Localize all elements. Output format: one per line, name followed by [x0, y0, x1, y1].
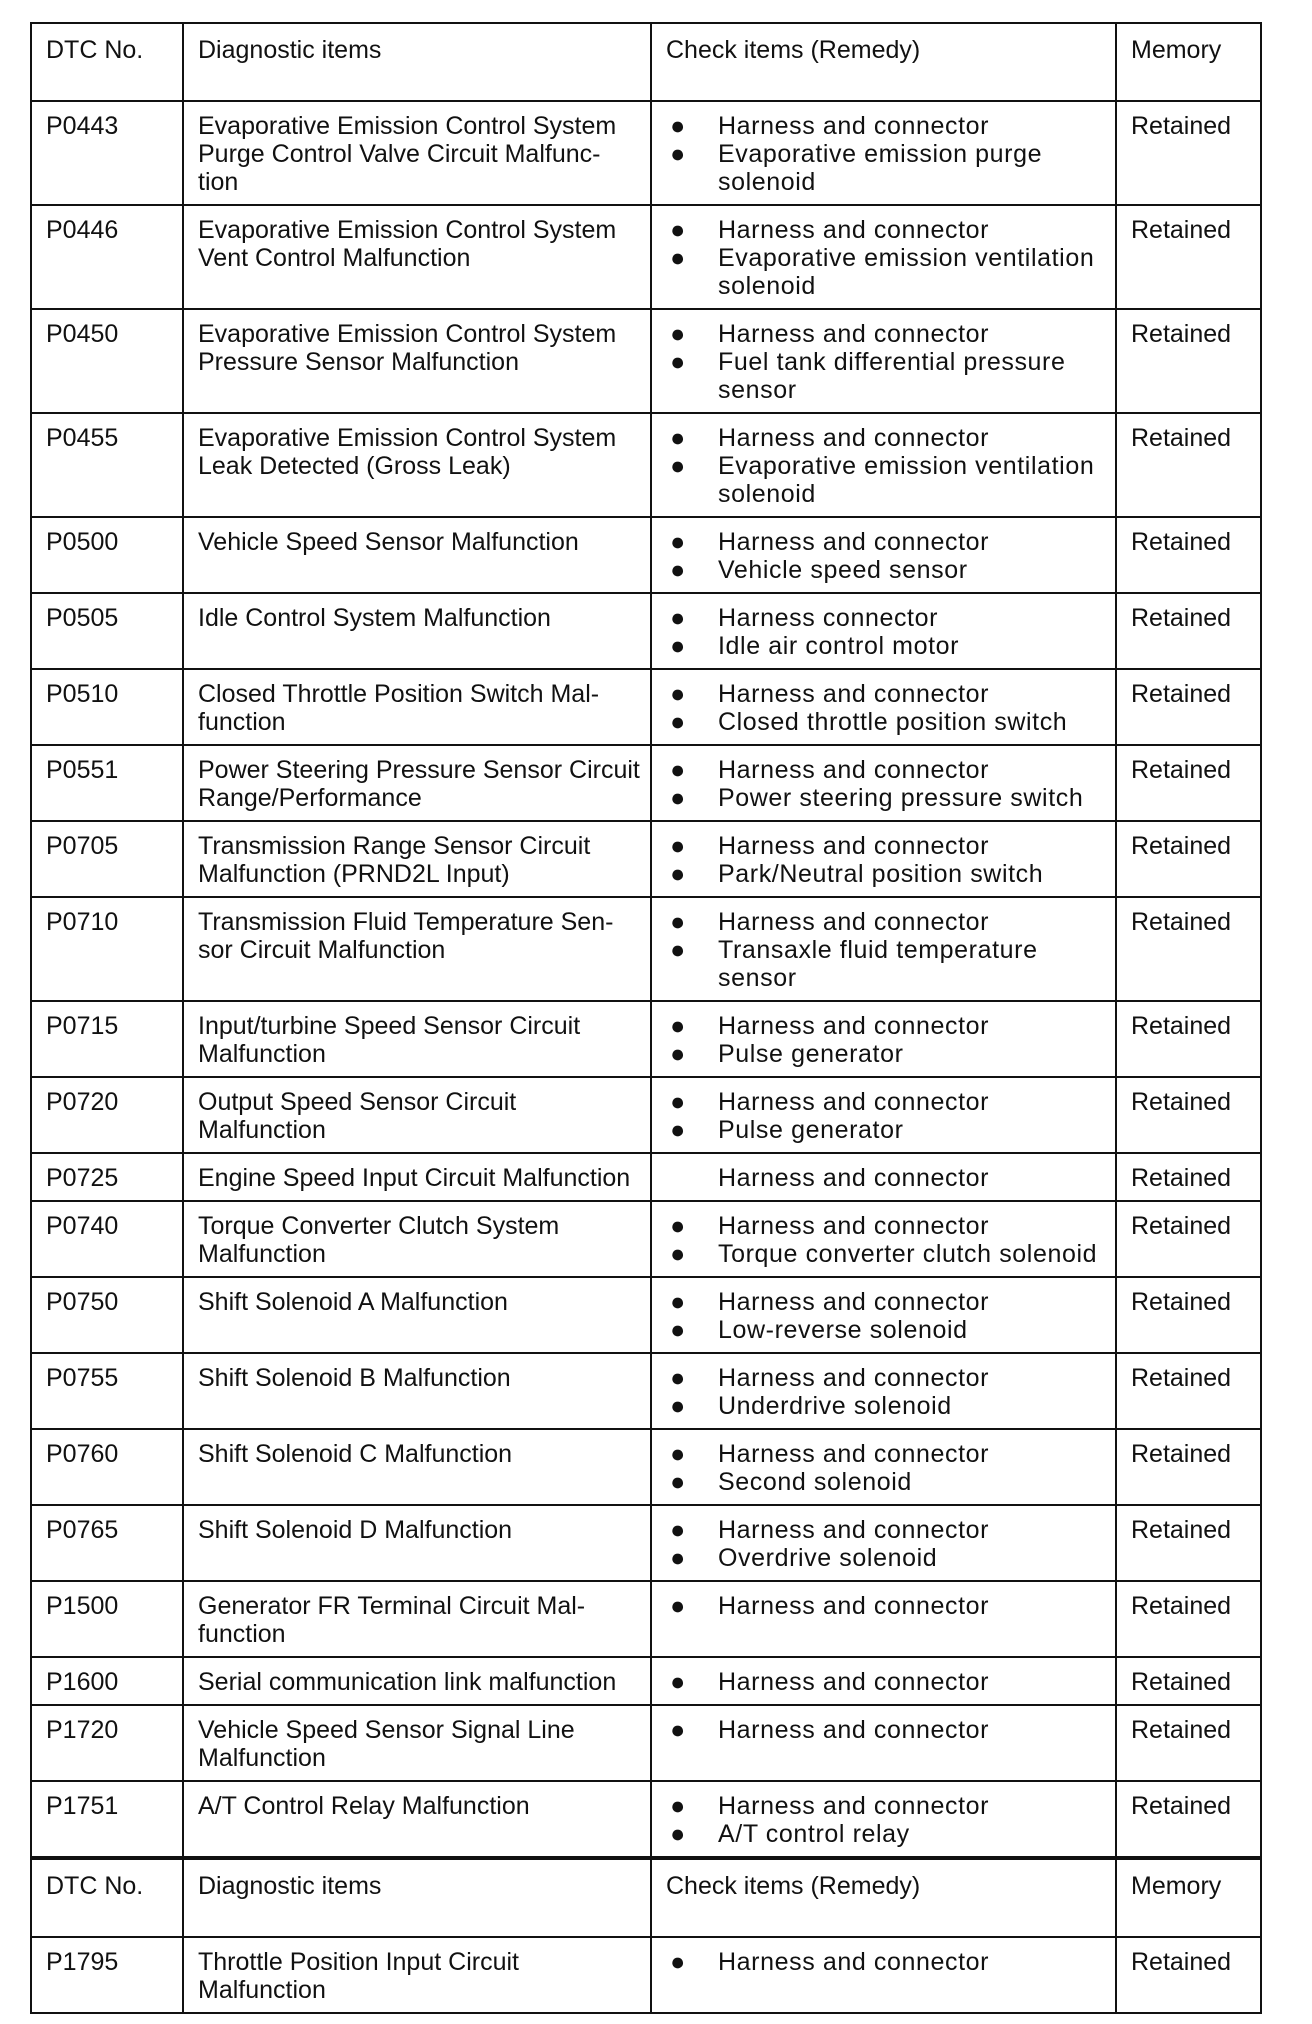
table-row	[31, 205, 1261, 309]
memory-cell: Retained	[1116, 1353, 1261, 1429]
memory-cell: Retained	[1116, 1277, 1261, 1353]
check-item-text: Low-reverse solenoid	[718, 1316, 968, 1344]
memory-cell: Retained	[1116, 205, 1261, 309]
check-items-cell	[651, 1705, 1116, 1781]
check-item-text: Harness and connector	[718, 1668, 990, 1696]
bullet-icon: ●	[670, 708, 686, 736]
check-items-cell	[651, 1153, 1116, 1201]
diagnostic-item-cell: Closed Throttle Position Switch Mal-function	[183, 669, 651, 745]
check-item-text: Harness and connector	[718, 1948, 990, 1976]
check-items-list	[666, 604, 1105, 660]
check-items-list	[666, 1012, 1105, 1068]
check-items-cell	[651, 413, 1116, 517]
check-items-cell	[651, 1937, 1116, 2013]
dtc-table-body	[31, 23, 1261, 2013]
diagnostic-item-cell: A/T Control Relay Malfunction	[183, 1781, 651, 1858]
diagnostic-item-cell: Shift Solenoid D Malfunction	[183, 1505, 651, 1581]
check-item	[666, 348, 1105, 404]
diagnostic-item-cell: Transmission Fluid Temperature Sen-sor Circuit Malfunction	[183, 897, 651, 1001]
check-items-cell	[651, 1201, 1116, 1277]
check-item	[666, 1116, 1105, 1144]
check-item	[666, 556, 1105, 584]
check-items-cell	[651, 821, 1116, 897]
check-item-text: Closed throttle position switch	[718, 708, 1068, 736]
dtc-code-cell: P0455	[31, 413, 183, 517]
dtc-code-cell: P1600	[31, 1657, 183, 1705]
check-items-list	[666, 320, 1105, 404]
check-items-cell	[651, 1505, 1116, 1581]
check-items-list	[666, 1212, 1105, 1268]
check-items-list	[666, 756, 1105, 812]
check-item-text: Harness and connector	[718, 1364, 990, 1392]
bullet-icon: ●	[670, 1088, 686, 1116]
check-item	[666, 680, 1105, 708]
diagnostic-item-cell: Evaporative Emission Control System Vent Control Malfunction	[183, 205, 651, 309]
bullet-icon: ●	[670, 1288, 686, 1316]
check-item	[666, 1012, 1105, 1040]
table-row	[31, 745, 1261, 821]
check-items-list	[666, 1164, 1105, 1192]
diagnostic-item-cell: Input/turbine Speed Sensor Circuit Malfunction	[183, 1001, 651, 1077]
memory-cell: Retained	[1116, 1001, 1261, 1077]
check-item-text: Pulse generator	[718, 1116, 904, 1144]
check-item	[666, 1668, 1105, 1696]
header-check-items: Check items (Remedy)	[651, 1858, 1116, 1937]
check-item-text: Harness and connector	[718, 832, 990, 860]
dtc-code-cell: P0725	[31, 1153, 183, 1201]
table-header-row-repeat	[31, 1858, 1261, 1937]
check-item	[666, 1088, 1105, 1116]
diagnostic-item-cell: Generator FR Terminal Circuit Mal-function	[183, 1581, 651, 1657]
check-item	[666, 1240, 1105, 1268]
bullet-icon: ●	[670, 424, 686, 452]
memory-cell: Retained	[1116, 1705, 1261, 1781]
check-item	[666, 936, 1105, 992]
check-item	[666, 452, 1105, 508]
dtc-code-cell: P0705	[31, 821, 183, 897]
table-row	[31, 1937, 1261, 2013]
check-item	[666, 1288, 1105, 1316]
check-item	[666, 112, 1105, 140]
check-items-list	[666, 832, 1105, 888]
memory-cell: Retained	[1116, 1077, 1261, 1153]
check-item	[666, 1592, 1105, 1620]
bullet-icon: ●	[670, 860, 686, 888]
diagnostic-item-cell: Shift Solenoid B Malfunction	[183, 1353, 651, 1429]
check-items-cell	[651, 669, 1116, 745]
diagnostic-item-cell: Idle Control System Malfunction	[183, 593, 651, 669]
bullet-icon: ●	[670, 556, 686, 584]
check-item-text: Torque converter clutch solenoid	[718, 1240, 1098, 1268]
check-item	[666, 1164, 1105, 1192]
diagnostic-item-cell: Shift Solenoid A Malfunction	[183, 1277, 651, 1353]
table-row	[31, 593, 1261, 669]
table-row	[31, 669, 1261, 745]
bullet-icon: ●	[670, 244, 686, 272]
header-diagnostic-items: Diagnostic items	[183, 1858, 651, 1937]
check-item	[666, 1792, 1105, 1820]
bullet-icon: ●	[670, 632, 686, 660]
memory-cell: Retained	[1116, 1937, 1261, 2013]
check-items-list	[666, 1440, 1105, 1496]
diagnostic-item-cell: Transmission Range Sensor Circuit Malfunction (PRND2L Input)	[183, 821, 651, 897]
bullet-icon: ●	[670, 832, 686, 860]
check-item-text: Harness and connector	[718, 320, 990, 348]
dtc-code-cell: P1500	[31, 1581, 183, 1657]
check-items-cell	[651, 1429, 1116, 1505]
table-header-row	[31, 23, 1261, 101]
header-memory: Memory	[1116, 23, 1261, 101]
table-row	[31, 1505, 1261, 1581]
check-item	[666, 1820, 1105, 1848]
check-items-list	[666, 528, 1105, 584]
table-row	[31, 1277, 1261, 1353]
check-item	[666, 528, 1105, 556]
header-memory: Memory	[1116, 1858, 1261, 1937]
check-item-text: Harness and connector	[718, 1716, 990, 1744]
check-item-text: Harness and connector	[718, 1792, 990, 1820]
memory-cell: Retained	[1116, 897, 1261, 1001]
check-item-text: Harness and connector	[718, 1288, 990, 1316]
header-dtc-no: DTC No.	[31, 1858, 183, 1937]
check-item	[666, 320, 1105, 348]
dtc-code-cell: P0500	[31, 517, 183, 593]
check-item-text: Evaporative emission ventilation solenoid	[718, 244, 1095, 300]
dtc-code-cell: P1751	[31, 1781, 183, 1858]
table-row	[31, 1657, 1261, 1705]
diagnostic-item-cell: Power Steering Pressure Sensor Circuit Range/Performance	[183, 745, 651, 821]
check-items-cell	[651, 101, 1116, 205]
check-item	[666, 244, 1105, 300]
check-items-cell	[651, 1353, 1116, 1429]
bullet-icon: ●	[670, 908, 686, 936]
diagnostic-item-cell: Throttle Position Input Circuit Malfunction	[183, 1937, 651, 2013]
check-item-text: Harness and connector	[718, 908, 990, 936]
check-item	[666, 860, 1105, 888]
bullet-icon: ●	[670, 528, 686, 556]
check-item-text: Vehicle speed sensor	[718, 556, 968, 584]
diagnostic-item-cell: Evaporative Emission Control System Purge Control Valve Circuit Malfunc-tion	[183, 101, 651, 205]
bullet-icon: ●	[670, 756, 686, 784]
table-row	[31, 897, 1261, 1001]
bullet-icon: ●	[670, 1040, 686, 1068]
check-item	[666, 1212, 1105, 1240]
check-items-cell	[651, 1077, 1116, 1153]
check-items-list	[666, 1516, 1105, 1572]
check-item	[666, 1392, 1105, 1420]
bullet-icon: ●	[670, 1392, 686, 1420]
check-item	[666, 908, 1105, 936]
diagnostic-item-cell: Torque Converter Clutch System Malfunction	[183, 1201, 651, 1277]
memory-cell: Retained	[1116, 1429, 1261, 1505]
memory-cell: Retained	[1116, 745, 1261, 821]
bullet-icon: ●	[670, 1316, 686, 1344]
check-item	[666, 1468, 1105, 1496]
check-item-text: Harness and connector	[718, 424, 990, 452]
dtc-code-cell: P0715	[31, 1001, 183, 1077]
dtc-code-cell: P0760	[31, 1429, 183, 1505]
check-item-text: A/T control relay	[718, 1820, 910, 1848]
check-item	[666, 424, 1105, 452]
bullet-icon: ●	[670, 1440, 686, 1468]
bullet-icon: ●	[670, 1012, 686, 1040]
bullet-icon: ●	[670, 348, 686, 376]
table-row	[31, 1429, 1261, 1505]
check-items-cell	[651, 1277, 1116, 1353]
bullet-icon: ●	[670, 320, 686, 348]
check-item-text: Underdrive solenoid	[718, 1392, 952, 1420]
check-item-text: Evaporative emission purge solenoid	[718, 140, 1043, 196]
check-items-list	[666, 1592, 1105, 1620]
check-item-text: Idle air control motor	[718, 632, 960, 660]
check-item-text: Harness connector	[718, 604, 939, 632]
dtc-code-cell: P0720	[31, 1077, 183, 1153]
bullet-icon: ●	[670, 680, 686, 708]
bullet-icon: ●	[670, 1668, 686, 1696]
check-items-cell	[651, 517, 1116, 593]
header-check-items: Check items (Remedy)	[651, 23, 1116, 101]
dtc-code-cell: P0510	[31, 669, 183, 745]
check-item	[666, 784, 1105, 812]
check-item-text: Harness and connector	[718, 1088, 990, 1116]
header-dtc-no: DTC No.	[31, 23, 183, 101]
check-items-list	[666, 1792, 1105, 1848]
check-item-text: Second solenoid	[718, 1468, 912, 1496]
table-row	[31, 1201, 1261, 1277]
check-items-list	[666, 424, 1105, 508]
dtc-code-cell: P0551	[31, 745, 183, 821]
check-item-text: Overdrive solenoid	[718, 1544, 938, 1572]
dtc-code-cell: P0740	[31, 1201, 183, 1277]
header-diagnostic-items: Diagnostic items	[183, 23, 651, 101]
dtc-table	[30, 22, 1262, 2014]
diagnostic-item-cell: Evaporative Emission Control System Pressure Sensor Malfunction	[183, 309, 651, 413]
check-item-text: Fuel tank differential pressure sensor	[718, 348, 1066, 404]
check-items-cell	[651, 1657, 1116, 1705]
table-row	[31, 1581, 1261, 1657]
bullet-icon: ●	[670, 1240, 686, 1268]
check-items-cell	[651, 1001, 1116, 1077]
diagnostic-item-cell: Vehicle Speed Sensor Signal Line Malfunction	[183, 1705, 651, 1781]
dtc-code-cell: P0446	[31, 205, 183, 309]
memory-cell: Retained	[1116, 101, 1261, 205]
check-items-cell	[651, 897, 1116, 1001]
check-item-text: Harness and connector	[718, 1212, 990, 1240]
table-row	[31, 1353, 1261, 1429]
check-item-text: Harness and connector	[718, 756, 990, 784]
memory-cell: Retained	[1116, 593, 1261, 669]
check-item	[666, 1516, 1105, 1544]
dtc-code-cell: P0710	[31, 897, 183, 1001]
bullet-icon: ●	[670, 1820, 686, 1848]
check-item	[666, 1544, 1105, 1572]
bullet-icon: ●	[670, 1792, 686, 1820]
dtc-code-cell: P0750	[31, 1277, 183, 1353]
bullet-icon: ●	[670, 1716, 686, 1744]
check-item-text: Evaporative emission ventilation solenoid	[718, 452, 1095, 508]
dtc-code-cell: P0505	[31, 593, 183, 669]
dtc-table-sheet	[30, 22, 1260, 2014]
bullet-icon: ●	[670, 1212, 686, 1240]
table-row	[31, 309, 1261, 413]
bullet-icon: ●	[670, 1364, 686, 1392]
bullet-icon: ●	[670, 1468, 686, 1496]
diagnostic-item-cell: Vehicle Speed Sensor Malfunction	[183, 517, 651, 593]
check-item-text: Harness and connector	[718, 1012, 990, 1040]
bullet-icon: ●	[670, 1544, 686, 1572]
bullet-icon: ●	[670, 1516, 686, 1544]
check-item	[666, 140, 1105, 196]
check-item	[666, 216, 1105, 244]
check-items-list	[666, 680, 1105, 736]
check-item	[666, 708, 1105, 736]
dtc-code-cell: P0765	[31, 1505, 183, 1581]
memory-cell: Retained	[1116, 309, 1261, 413]
check-item-text: Harness and connector	[718, 680, 990, 708]
check-item-text: Harness and connector	[718, 1516, 990, 1544]
check-item-text: Transaxle fluid temperature sensor	[718, 936, 1038, 992]
bullet-icon: ●	[670, 1948, 686, 1976]
check-item-text: Harness and connector	[718, 112, 990, 140]
check-items-cell	[651, 593, 1116, 669]
bullet-icon: ●	[670, 784, 686, 812]
check-item	[666, 1716, 1105, 1744]
check-item	[666, 1948, 1105, 1976]
check-item	[666, 1440, 1105, 1468]
bullet-icon: ●	[670, 112, 686, 140]
table-row	[31, 1001, 1261, 1077]
table-row	[31, 1153, 1261, 1201]
check-items-cell	[651, 1581, 1116, 1657]
diagnostic-item-cell: Evaporative Emission Control System Leak Detected (Gross Leak)	[183, 413, 651, 517]
memory-cell: Retained	[1116, 1657, 1261, 1705]
check-item-text: Park/Neutral position switch	[718, 860, 1044, 888]
dtc-code-cell: P1795	[31, 1937, 183, 2013]
table-row	[31, 1705, 1261, 1781]
check-items-list	[666, 1364, 1105, 1420]
table-row	[31, 1077, 1261, 1153]
bullet-icon: ●	[670, 936, 686, 964]
dtc-code-cell: P0450	[31, 309, 183, 413]
dtc-code-cell: P0755	[31, 1353, 183, 1429]
memory-cell: Retained	[1116, 1581, 1261, 1657]
check-item	[666, 756, 1105, 784]
check-item-text: Power steering pressure switch	[718, 784, 1084, 812]
check-items-list	[666, 112, 1105, 196]
check-items-cell	[651, 309, 1116, 413]
check-items-list	[666, 1288, 1105, 1344]
check-items-list	[666, 908, 1105, 992]
memory-cell: Retained	[1116, 1505, 1261, 1581]
check-items-cell	[651, 1781, 1116, 1858]
check-item-text: Harness and connector	[718, 1164, 990, 1192]
memory-cell: Retained	[1116, 669, 1261, 745]
memory-cell: Retained	[1116, 413, 1261, 517]
check-item	[666, 832, 1105, 860]
memory-cell: Retained	[1116, 1201, 1261, 1277]
bullet-icon: ●	[670, 216, 686, 244]
bullet-icon: ●	[670, 452, 686, 480]
dtc-code-cell: P0443	[31, 101, 183, 205]
check-items-list	[666, 1948, 1105, 1976]
table-row	[31, 821, 1261, 897]
check-item	[666, 1040, 1105, 1068]
check-item-text: Harness and connector	[718, 1440, 990, 1468]
diagnostic-item-cell: Engine Speed Input Circuit Malfunction	[183, 1153, 651, 1201]
bullet-icon: ●	[670, 1592, 686, 1620]
dtc-code-cell: P1720	[31, 1705, 183, 1781]
check-items-list	[666, 1668, 1105, 1696]
check-item	[666, 1316, 1105, 1344]
check-item-text: Harness and connector	[718, 1592, 990, 1620]
check-item	[666, 632, 1105, 660]
memory-cell: Retained	[1116, 1153, 1261, 1201]
bullet-icon: ●	[670, 140, 686, 168]
check-items-list	[666, 1716, 1105, 1744]
check-item	[666, 604, 1105, 632]
bullet-icon: ●	[670, 1116, 686, 1144]
diagnostic-item-cell: Shift Solenoid C Malfunction	[183, 1429, 651, 1505]
check-items-cell	[651, 745, 1116, 821]
memory-cell: Retained	[1116, 1781, 1261, 1858]
check-items-list	[666, 216, 1105, 300]
check-item-text: Harness and connector	[718, 528, 990, 556]
memory-cell: Retained	[1116, 517, 1261, 593]
table-row	[31, 413, 1261, 517]
check-items-list	[666, 1088, 1105, 1144]
table-row	[31, 101, 1261, 205]
table-row	[31, 517, 1261, 593]
diagnostic-item-cell: Serial communication link malfunction	[183, 1657, 651, 1705]
check-item-text: Harness and connector	[718, 216, 990, 244]
diagnostic-item-cell: Output Speed Sensor Circuit Malfunction	[183, 1077, 651, 1153]
bullet-icon: ●	[670, 604, 686, 632]
check-items-cell	[651, 205, 1116, 309]
check-item-text: Pulse generator	[718, 1040, 904, 1068]
check-item	[666, 1364, 1105, 1392]
memory-cell: Retained	[1116, 821, 1261, 897]
table-row	[31, 1781, 1261, 1858]
